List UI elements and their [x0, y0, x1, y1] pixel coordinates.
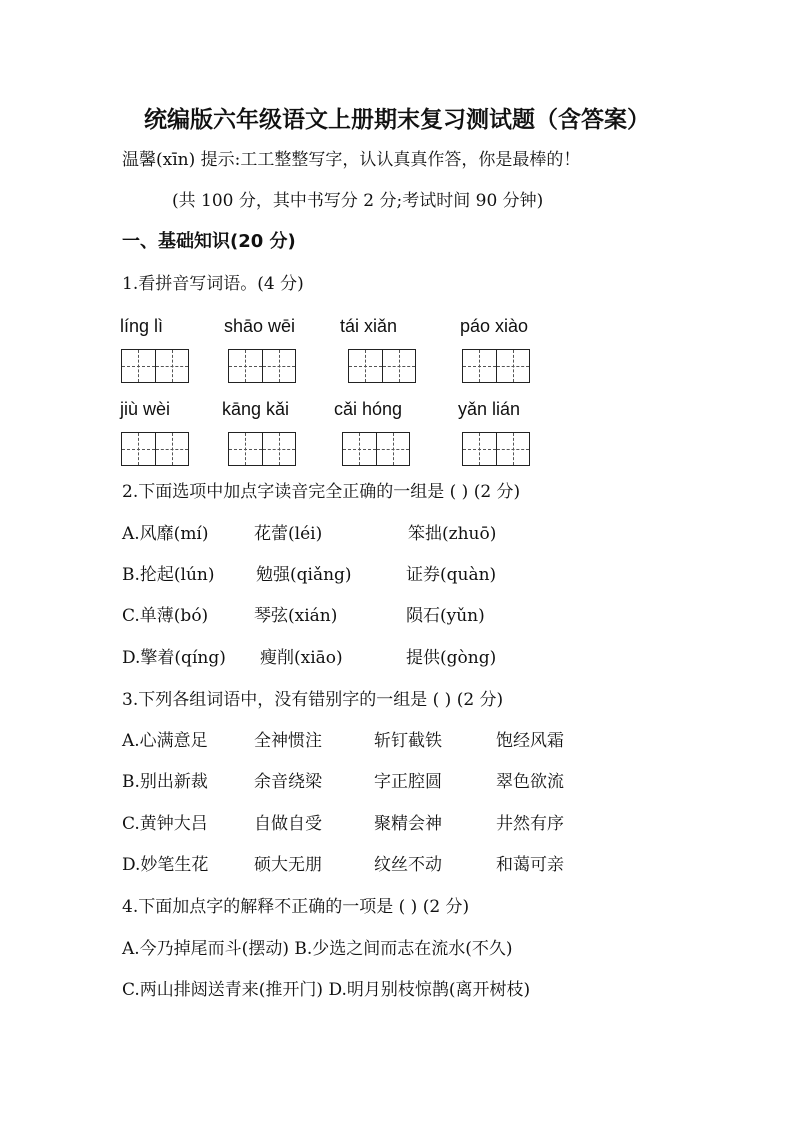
writing-grid[interactable]	[121, 432, 189, 466]
option-b-word-4: 翠色欲流	[496, 772, 564, 792]
page-title: 统编版六年级语文上册期末复习测试题（含答案）	[144, 107, 650, 133]
option-d-word-2: 瘦削(xiāo)	[260, 648, 343, 668]
question-2-stem: 2.下面选项中加点字读音完全正确的一组是 ( ) (2 分)	[122, 482, 521, 502]
pinyin-label: jiù wèi	[120, 399, 171, 419]
option-c-word-1: C.单薄(bó)	[122, 606, 209, 626]
option-b-word-3: 字正腔圆	[374, 772, 442, 792]
question-4-stem: 4.下面加点字的解释不正确的一项是 ( ) (2 分)	[122, 897, 470, 917]
option-a-word-2: 花蕾(léi)	[254, 524, 323, 544]
option-a-word-2: 全神惯注	[254, 731, 322, 751]
option-c-word-4: 井然有序	[496, 814, 564, 834]
option-c-word-1: C.黄钟大吕	[122, 814, 208, 834]
option-a-word-1: A.风靡(mí)	[122, 524, 209, 544]
option-b-word-1: B.抡起(lún)	[122, 565, 215, 585]
pinyin-label: tái xiǎn	[340, 316, 398, 336]
option-c-word-2: 琴弦(xián)	[254, 606, 338, 626]
writing-grid[interactable]	[462, 432, 530, 466]
option-d-word-3: 纹丝不动	[374, 855, 442, 875]
option-c-word-3: 聚精会神	[374, 814, 442, 834]
question-4-options-cd: C.两山排闼送青来(推开门) D.明月别枝惊鹊(离开树枝)	[122, 980, 531, 1000]
writing-grid[interactable]	[121, 349, 189, 383]
score-note: (共 100 分，其中书写分 2 分;考试时间 90 分钟)	[172, 191, 544, 211]
question-3-stem: 3.下列各组词语中，没有错别字的一组是 ( ) (2 分)	[122, 690, 504, 710]
section-heading-basic: 一、基础知识(20 分)	[122, 231, 296, 252]
option-c-word-3: 陨石(yǔn)	[406, 606, 485, 626]
option-a-word-1: A.心满意足	[122, 731, 208, 751]
writing-grid[interactable]	[462, 349, 530, 383]
option-a-word-3: 笨拙(zhuō)	[408, 524, 497, 544]
option-c-word-2: 自做自受	[254, 814, 322, 834]
writing-grid[interactable]	[228, 432, 296, 466]
question-1-stem: 1.看拼音写词语。(4 分)	[122, 274, 304, 294]
option-b-word-3: 证券(quàn)	[406, 565, 497, 585]
question-4-options-ab: A.今乃掉尾而斗(摆动) B.少选之间而志在流水(不久)	[122, 939, 513, 959]
option-a-word-3: 斩钉截铁	[374, 731, 442, 751]
option-a-word-4: 饱经风霜	[496, 731, 564, 751]
pinyin-label: líng lì	[120, 316, 164, 336]
pinyin-label: páo xiào	[460, 316, 529, 336]
option-b-word-2: 勉强(qiǎng)	[256, 565, 352, 585]
pinyin-label: kāng kǎi	[222, 399, 290, 419]
option-d-word-1: D.擎着(qíng)	[122, 648, 226, 668]
option-d-word-1: D.妙笔生花	[122, 855, 209, 875]
writing-grid[interactable]	[228, 349, 296, 383]
pinyin-label: yǎn lián	[458, 399, 521, 419]
option-d-word-3: 提供(gòng)	[406, 648, 497, 668]
pinyin-label: shāo wēi	[224, 316, 296, 336]
option-b-word-1: B.别出新裁	[122, 772, 208, 792]
tip-text: 温馨(xīn) 提示:工工整整写字，认认真真作答，你是最棒的！	[122, 150, 581, 170]
option-d-word-4: 和蔼可亲	[496, 855, 564, 875]
option-d-word-2: 硕大无朋	[254, 855, 322, 875]
writing-grid[interactable]	[348, 349, 416, 383]
writing-grid[interactable]	[342, 432, 410, 466]
option-b-word-2: 余音绕梁	[254, 772, 322, 792]
pinyin-label: cǎi hóng	[334, 399, 403, 419]
